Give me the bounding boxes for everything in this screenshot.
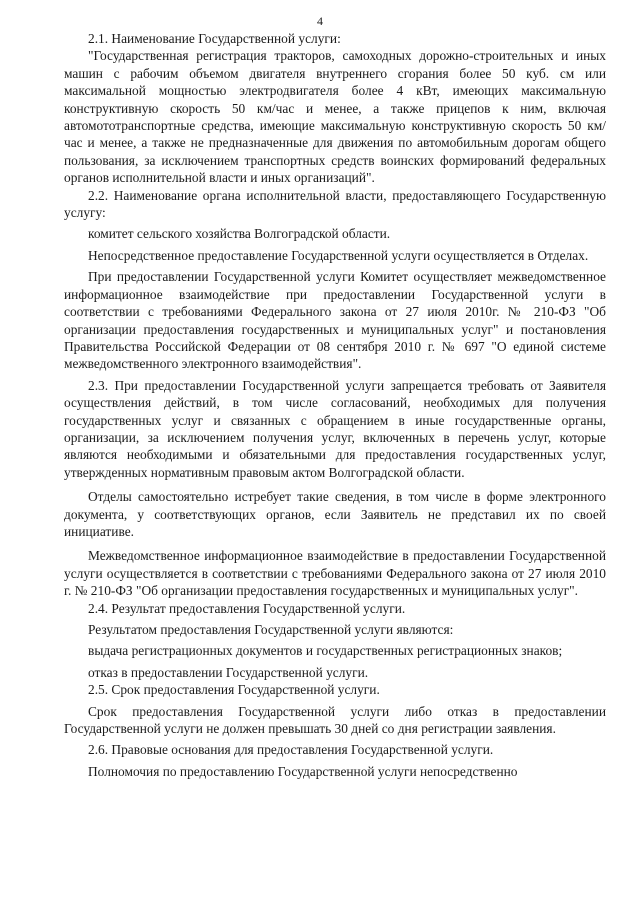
paragraph: Непосредственное предоставление Государственной услуги осуществляется в Отделах. — [88, 247, 589, 263]
paragraph: 2.2. Наименование органа исполнительной власти, предоставляющего Государственную услугу: — [64, 187, 606, 221]
paragraph: Межведомственное информационное взаимодействие в предоставлении Государственной услуги осуществляется в соответствии с требованиями Федерального закона от 27 июля 2010 г. № 210-ФЗ "Об организации предоставления государственных и муниципальных услуг". — [64, 548, 606, 599]
paragraph: 2.5. Срок предоставления Государственной услуги. — [88, 682, 380, 698]
paragraph: Полномочия по предоставлению Государственной услуги непосредственно — [88, 763, 518, 779]
paragraph: 2.6. Правовые основания для предоставления Государственной услуги. — [88, 742, 494, 758]
paragraph: комитет сельского хозяйства Волгоградской области. — [88, 226, 391, 242]
paragraph: Результатом предоставления Государственной услуги являются: — [88, 622, 454, 637]
paragraph: 2.3. При предоставлении Государственной услуги запрещается требовать от Заявителя осуществления действий, в том числе согласований, необходимых для получения государственных услуг и связанных с обращением в иные государственные органы, организации, за исключением получения услуг, включенных в перечень услуг, которые являются необходимыми и обязательными для предоставления государственных услуг, утвержденных нормативным правовым актом Волгоградской области. — [64, 377, 606, 480]
paragraph: 2.4. Результат предоставления Государственной услуги. — [88, 600, 406, 616]
paragraph: Срок предоставления Государственной услуги либо отказ в предоставлении Государственной услуги не должен превышать 30 дней со дня регистрации заявления. — [64, 703, 606, 737]
paragraph: Отделы самостоятельно истребует такие сведения, в том числе в форме электронного документа, у соответствующих органов, если Заявитель не представил их по своей инициативе. — [64, 489, 606, 539]
paragraph: отказ в предоставлении Государственной услуги. — [88, 664, 369, 680]
document-body — [64, 30, 606, 780]
page-number: 4 — [317, 14, 323, 28]
paragraph: "Государственная регистрация тракторов, самоходных дорожно-строительных и иных машин с рабочим объемом двигателя внутреннего сгорания более 50 куб. см или максимальной мощностью электродвигателя более 4 кВт, имеющих максимальную конструктивную скорость 50 км/час и менее, а также прицепов к ним, включая автомототранспортные средства, имеющие максимальную конструктивную скорость 50 км/час и менее, а также не предназначенные для движения по автомобильным дорогам общего пользования, за исключением транспортных средств воинских формирований федеральных органов исполнительной власти и иных организаций". — [64, 48, 606, 186]
paragraph: 2.1. Наименование Государственной услуги: — [88, 31, 341, 46]
paragraph: При предоставлении Государственной услуги Комитет осуществляет межведомственное информационное взаимодействие при предоставлении Государственной услуги в соответствии с требованиями Федерального закона от 27 июля 2010г. № 210-ФЗ "Об организации предоставления государственных и муниципальных услуг" и постановления Правительства Российской Федерации от 08 сентября 2010 г. № 697 "О единой системе межведомственного электронного взаимодействия". — [64, 269, 606, 372]
paragraph: выдача регистрационных документов и государственных регистрационных знаков; — [88, 643, 563, 659]
